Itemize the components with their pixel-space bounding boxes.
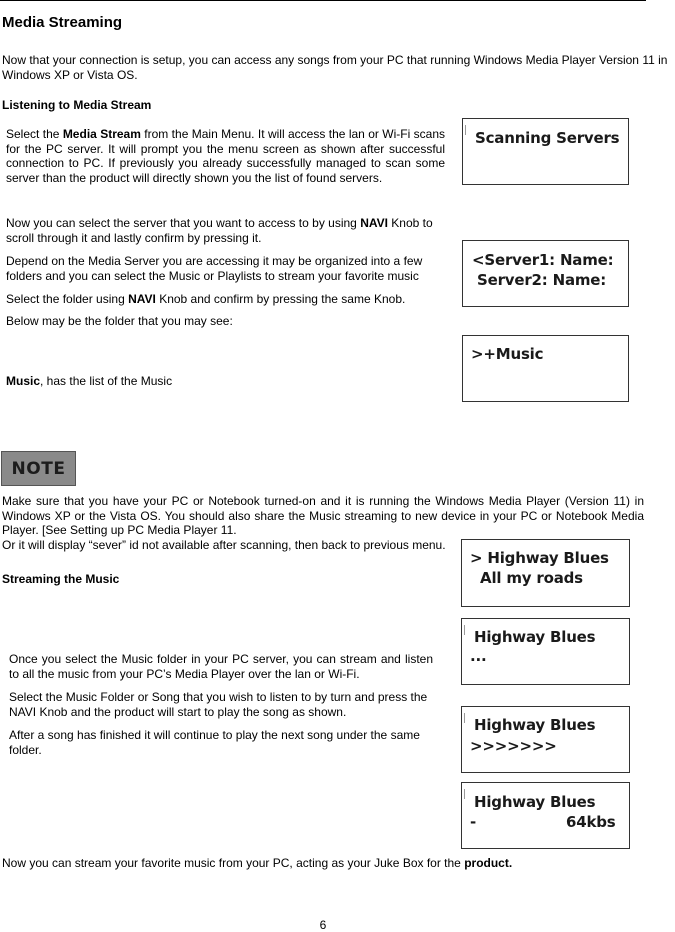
lcd-line-2: >>>>>>> — [470, 737, 557, 755]
p1-bold: Media Stream — [62, 127, 141, 141]
closing-bold: product. — [464, 856, 513, 870]
paragraph-folder-see: Below may be the folder that you may see: — [6, 314, 233, 328]
p2-text-pre: Now you can select the server that you want to access to by using — [6, 216, 361, 230]
note-label: NOTE — [11, 458, 66, 479]
lcd-scanning-servers — [462, 118, 629, 185]
lcd-music-folder — [462, 335, 629, 402]
paragraph-select-song: Select the Music Folder or Song that you wish to listen to by turn and press the NAVI Knob and the product will start to play the song as shown. — [9, 690, 428, 719]
lcd-cursor-mark — [465, 125, 466, 135]
lcd-line-1: Highway Blues — [474, 628, 596, 646]
p4-text-pre: Select the folder using — [6, 292, 129, 306]
lcd-line-2-left: - — [470, 813, 477, 831]
page-title: Media Streaming — [2, 14, 123, 31]
lcd-line-1: >+Music — [471, 345, 544, 363]
lcd-line-2-right: 64kbs — [566, 813, 616, 831]
lcd-cursor-mark — [464, 625, 465, 635]
lcd-song-playing — [461, 782, 630, 849]
page-number: 6 — [319, 918, 327, 932]
p2-bold: NAVI — [360, 216, 388, 230]
lcd-line-1: <Server1: Name: — [472, 251, 614, 269]
p1-text-post: from the Main Menu. It will access the lan or Wi-Fi scans for the PC server. It will prompt you the menu screen as shown after successful connection to PC. If previously you already successfully managed to scan some server than the product will directly shown you the list of found servers. — [6, 127, 445, 185]
note-paragraph-2: Or it will display “sever” id not available after scanning, then back to previous menu. — [2, 538, 446, 552]
p2-text-post: Knob to scroll through it and lastly confirm by pressing it. — [6, 216, 433, 245]
p4-text-post: Knob and confirm by pressing the same Knob. — [155, 292, 406, 306]
lcd-line-2: Server2: Name: — [472, 271, 607, 289]
lcd-cursor-mark — [464, 713, 465, 723]
section-heading-streaming: Streaming the Music — [2, 572, 120, 586]
lcd-song-list — [461, 539, 630, 607]
paragraph-select-server — [6, 216, 446, 245]
note-badge — [1, 451, 76, 486]
paragraph-next-song: After a song has finished it will continue to play the next song under the same folder. — [9, 728, 420, 757]
lcd-line-2: All my roads — [470, 569, 583, 587]
lcd-line-1: Highway Blues — [474, 716, 596, 734]
paragraph-music-list — [6, 374, 446, 389]
lcd-song-buffering — [461, 706, 630, 773]
lcd-line-2: ... — [470, 647, 487, 665]
closing-text-pre: Now you can stream your favorite music from your PC, acting as your Juke Box for the — [2, 856, 465, 870]
lcd-server-list — [462, 240, 629, 307]
p1-text-pre: Select the — [6, 127, 63, 141]
p6-text-post: , has the list of the Music — [40, 374, 173, 388]
paragraph-select-folder — [6, 292, 446, 307]
paragraph-select-media-stream — [6, 127, 445, 185]
paragraph-stream-music: Once you select the Music folder in your PC server, you can stream and listen to all the music from your PC’s Media Player over the lan or Wi-Fi. — [9, 652, 433, 681]
closing-paragraph — [2, 856, 642, 871]
intro-paragraph: Now that your connection is setup, you can access any songs from your PC that running Windows Media Player Version 11 in Windows XP or Vista OS. — [2, 53, 668, 82]
p4-bold: NAVI — [128, 292, 156, 306]
section-heading-listening: Listening to Media Stream — [2, 98, 152, 112]
top-rule — [0, 0, 646, 1]
paragraph-folders: Depend on the Media Server you are accessing it may be organized into a few folders and you can select the Music or Playlists to stream your favorite music — [6, 254, 423, 283]
lcd-line-1: Highway Blues — [474, 793, 596, 811]
p6-bold: Music — [6, 374, 41, 388]
lcd-line-1: Scanning Servers — [475, 129, 620, 147]
lcd-song-loading — [461, 618, 630, 685]
lcd-cursor-mark — [464, 789, 465, 799]
note-paragraph: Make sure that you have your PC or Notebook turned-on and it is running the Windows Media Player (Version 11) in Windows XP or the Vista OS. You should also share the Music streaming to new device in your PC or Notebook Media Player. [See Setting up PC Media Player 11. — [2, 494, 644, 537]
lcd-line-1: > Highway Blues — [470, 549, 609, 567]
